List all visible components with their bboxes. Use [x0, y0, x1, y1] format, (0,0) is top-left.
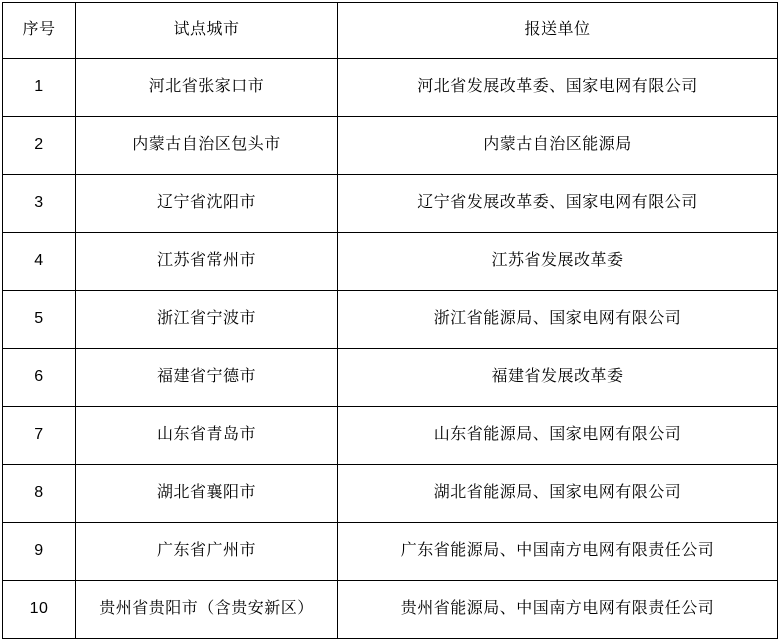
cell-unit: 浙江省能源局、国家电网有限公司 — [338, 291, 778, 349]
cell-index: 5 — [3, 291, 76, 349]
table-header — [3, 3, 778, 59]
cell-index: 3 — [3, 175, 76, 233]
cell-city: 浙江省宁波市 — [76, 291, 338, 349]
cell-city: 湖北省襄阳市 — [76, 465, 338, 523]
cell-index: 4 — [3, 233, 76, 291]
cell-unit: 山东省能源局、国家电网有限公司 — [338, 407, 778, 465]
column-header-index: 序号 — [3, 3, 76, 59]
cell-city: 江苏省常州市 — [76, 233, 338, 291]
cell-city: 辽宁省沈阳市 — [76, 175, 338, 233]
column-header-city: 试点城市 — [76, 3, 338, 59]
table-row — [3, 291, 778, 349]
cell-city: 贵州省贵阳市（含贵安新区） — [76, 581, 338, 639]
table-row — [3, 581, 778, 639]
table-row — [3, 465, 778, 523]
cell-index: 8 — [3, 465, 76, 523]
cell-unit: 贵州省能源局、中国南方电网有限责任公司 — [338, 581, 778, 639]
cell-index: 2 — [3, 117, 76, 175]
table-row — [3, 175, 778, 233]
cell-unit: 湖北省能源局、国家电网有限公司 — [338, 465, 778, 523]
cell-unit: 辽宁省发展改革委、国家电网有限公司 — [338, 175, 778, 233]
cell-index: 9 — [3, 523, 76, 581]
cell-index: 7 — [3, 407, 76, 465]
table-row — [3, 117, 778, 175]
cell-unit: 内蒙古自治区能源局 — [338, 117, 778, 175]
table-row — [3, 407, 778, 465]
table-body — [3, 59, 778, 639]
cell-city: 河北省张家口市 — [76, 59, 338, 117]
table-row — [3, 233, 778, 291]
table-row — [3, 59, 778, 117]
column-header-unit: 报送单位 — [338, 3, 778, 59]
cell-unit: 河北省发展改革委、国家电网有限公司 — [338, 59, 778, 117]
pilot-cities-table — [2, 2, 778, 639]
cell-city: 福建省宁德市 — [76, 349, 338, 407]
table-row — [3, 523, 778, 581]
cell-index: 10 — [3, 581, 76, 639]
cell-index: 1 — [3, 59, 76, 117]
cell-index: 6 — [3, 349, 76, 407]
cell-city: 广东省广州市 — [76, 523, 338, 581]
cell-city: 内蒙古自治区包头市 — [76, 117, 338, 175]
cell-city: 山东省青岛市 — [76, 407, 338, 465]
cell-unit: 福建省发展改革委 — [338, 349, 778, 407]
cell-unit: 江苏省发展改革委 — [338, 233, 778, 291]
table-header-row — [3, 3, 778, 59]
cell-unit: 广东省能源局、中国南方电网有限责任公司 — [338, 523, 778, 581]
table-row — [3, 349, 778, 407]
